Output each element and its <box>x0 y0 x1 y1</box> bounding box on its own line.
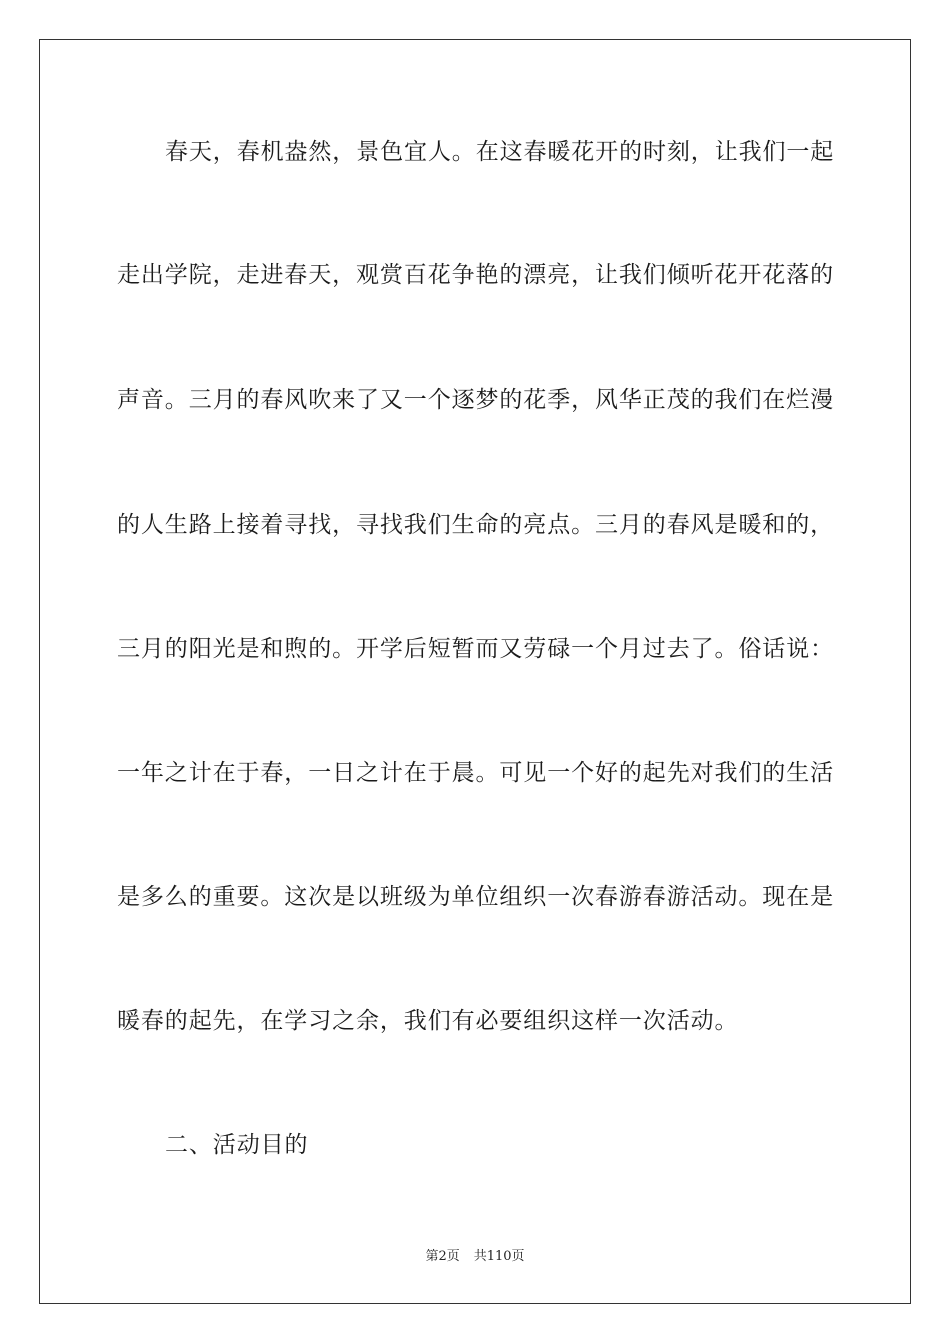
paragraph-line: 一年之计在于春，一日之计在于晨。可见一个好的起先对我们的生活 <box>117 760 834 786</box>
paragraph-line: 走出学院，走进春天，观赏百花争艳的漂亮，让我们倾听花开花落的 <box>117 262 834 288</box>
page-number: 第2页 <box>425 1249 460 1264</box>
paragraph-line: 暖春的起先，在学习之余，我们有必要组织这样一次活动。 <box>117 1008 739 1034</box>
page-border <box>39 39 911 1304</box>
paragraph-line: 声音。三月的春风吹来了又一个逐梦的花季，风华正茂的我们在烂漫 <box>117 387 834 413</box>
page-footer <box>0 1248 950 1266</box>
paragraph-line: 的人生路上接着寻找，寻找我们生命的亮点。三月的春风是暖和的， <box>117 512 834 538</box>
page-total: 共110页 <box>473 1249 525 1264</box>
paragraph-line: 是多么的重要。这次是以班级为单位组织一次春游春游活动。现在是 <box>117 884 834 910</box>
section-heading: 二、活动目的 <box>165 1132 309 1158</box>
paragraph-line: 春天，春机盎然，景色宜人。在这春暖花开的时刻，让我们一起 <box>165 139 835 165</box>
paragraph-line: 三月的阳光是和煦的。开学后短暂而又劳碌一个月过去了。俗话说： <box>117 636 834 662</box>
